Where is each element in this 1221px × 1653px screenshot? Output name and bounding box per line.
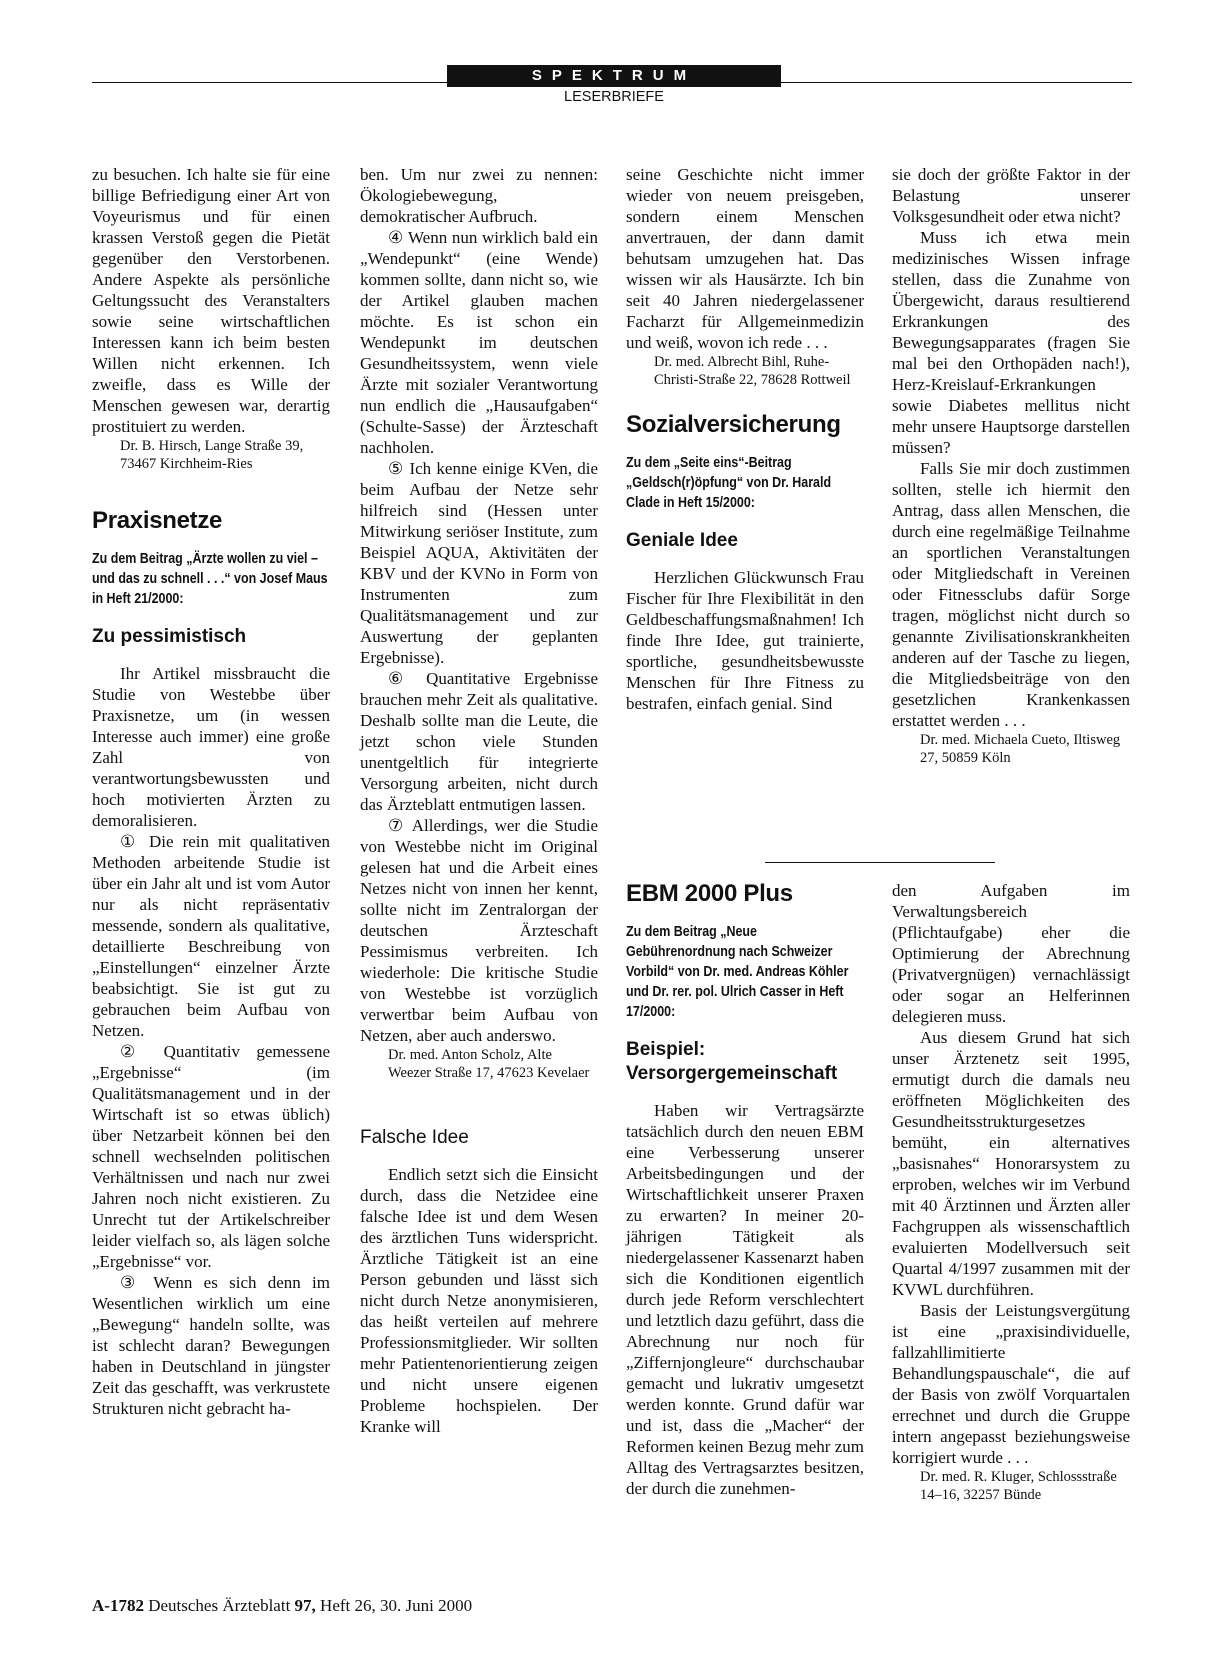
page-header <box>92 62 1132 105</box>
letter-title: Beispiel: Versorgergemeinschaft <box>626 1039 838 1084</box>
paragraph: Falls Sie mir doch zustimmen sollten, stelle ich hiermit den Antrag, dass allen Menschen, die durch eine regelmäßige Teilnahme an sportlichen Veranstaltungen oder Mitgliedschaft in Vereinen oder Fitnessclubs dafür Sorge tragen, möglichst nicht durch so genannte Zivilisationskrankheiten anderen auf der Tasche zu liegen, die Mitgliedsbeiträge von den gesetzlichen Krankenkassen erstattet werden . . . <box>892 459 1130 730</box>
paragraph: ④ Wenn nun wirklich bald ein „Wendepunkt“ (eine Wende) kommen sollte, dann nicht so, wie der Artikel glauben machen möchte. Es ist schon ein Wendepunkt im deutschen Gesundheitssystem, wenn viele Ärzte mit sozialer Verantwortung nun endlich die „Hausaufgaben“ (Schulte-Sasse) der Ärzteschaft nachholen. <box>360 228 598 457</box>
column-2 <box>360 164 598 1437</box>
section-title-ebm: EBM 2000 Plus <box>626 880 793 907</box>
paragraph: ⑤ Ich kenne einige KVen, die beim Aufbau der Netze sehr hilfreich sind (Hessen unter Mitwirkung seriöser Institute, zum Beispiel AQUA, Aktivitäten der KBV und der KVNo in Form von Instrumenten zum Qualitätsmanagement und zur Auswertung der geplanten Ergebnisse). <box>360 459 598 667</box>
letter-signature: Dr. med. Anton Scholz, Alte Weezer Straße 17, 47623 Kevelaer <box>388 1047 590 1081</box>
section-intro: Zu dem „Seite eins“-Beitrag „Geldsch(r)öpfung“ von Dr. Harald Clade in Heft 15/2000: <box>626 455 832 511</box>
letter-title: Falsche Idee <box>360 1127 469 1148</box>
section-label: SPEKTRUM <box>447 65 781 87</box>
paragraph: ben. Um nur zwei zu nennen: Ökologiebewegung, demokratischer Aufbruch. <box>360 165 598 226</box>
paragraph: zu besuchen. Ich halte sie für eine billige Befriedigung einer Art von Voyeurismus und für einen krassen Verstoß gegen die Pietät gegenüber den Verstorbenen. Andere Aspekte als persönliche Geltungssucht des Veranstalters sowie seine wirtschaftlichen Interessen kann ich beim besten Willen nicht erkennen. Ich zweifle, dass es Wille der Menschen gewesen war, derartig prostituiert zu werden. <box>92 165 330 436</box>
paragraph: ⑥ Quantitative Ergebnisse brauchen mehr Zeit als qualitative. Deshalb sollte man die Leute, die jetzt schon viele Stunden unentgeltlich für integrierte Versorgung arbeiten, nicht durch das Ärzteblatt entmutigen lassen. <box>360 669 598 814</box>
subsection-label: LESERBRIEFE <box>564 89 664 105</box>
letter-signature: Dr. med. Michaela Cueto, Iltisweg 27, 50859 Köln <box>920 732 1121 766</box>
paragraph: Herzlichen Glückwunsch Frau Fischer für Ihre Flexibilität in den Geldbeschaffungsmaßnahmen! Ich finde Ihre Idee, gut trainierte, sportliche, gesundheitsbewusste Menschen für Ihre Fitness zu bestrafen, einfach genial. Sind <box>626 568 864 713</box>
letter-signature: Dr. med. Albrecht Bihl, Ruhe-Christi-Straße 22, 78628 Rottweil <box>654 354 851 388</box>
column-4 <box>892 164 1130 771</box>
paragraph: sie doch der größte Faktor in der Belastung unserer Volksgesundheit oder etwa nicht? <box>892 165 1130 226</box>
journal-volume: 97, <box>294 1596 316 1615</box>
paragraph: seine Geschichte nicht immer wieder von neuem preisgeben, sondern einem Menschen anvertrauen, der dann damit behutsam umzugehen hat. Das wissen wir als Hausärzte. Ich bin seit 40 Jahren niedergelassener Facharzt für Allgemeinmedizin und weiß, wovon ich rede . . . <box>626 165 864 352</box>
paragraph: Basis der Leistungsvergütung ist eine „praxisindividuelle, fallzahllimitierte Behandlungspauschale“, die auf der Basis von zwölf Vorquartalen errechnet und durch die Gruppe intern angepasst beziehungsweise korrigiert wurde . . . <box>892 1301 1130 1467</box>
paragraph: Endlich setzt sich die Einsicht durch, dass die Netzidee eine falsche Idee ist und dem Wesen des ärztlichen Tuns widerspricht. Ärztliche Tätigkeit ist an eine Person gebunden und lässt sich nicht durch Netze anonymisieren, das heißt verteilen auf mehrere Professionsmitglieder. Wir sollten mehr Patientenorientierung zeigen und nicht unsere eigenen Probleme hochspielen. Der Kranke will <box>360 1165 598 1436</box>
paragraph: ② Quantitativ gemessene „Ergebnisse“ (im Qualitätsmanagement und in der Wirtschaft ist so etwas üblich) über Netzarbeit können bei den schnell wechselnden politischen Verhältnissen und nach nur zwei Jahren noch nicht existieren. Zu Unrecht tut der Artikelschreiber leider vielfach so, als lägen solche „Ergebnisse“ vor. <box>92 1042 330 1271</box>
letter-signature: Dr. med. R. Kluger, Schlossstraße 14–16, 32257 Bünde <box>920 1469 1117 1503</box>
paragraph: Muss ich etwa mein medizinisches Wissen infrage stellen, dass die Zunahme von Übergewicht, daraus resultierend Erkrankungen des Bewegungsapparates (fragen Sie mal bei den Orthopäden nach!), Herz-Kreislauf-Erkrankungen sowie Diabetes mellitus nicht mehr unsere Hauptsorge darstellen müssen? <box>892 228 1130 457</box>
paragraph: ① Die rein mit qualitativen Methoden arbeitende Studie ist über ein Jahr alt und ist vom Autor nur als nicht repräsentativ messende, sondern als qualitative, detaillierte Beschreibung von „Einstellungen“ einzelner Ärzte beabsichtigt. Sie ist gut zu gebrauchen beim Aufbau von Netzen. <box>92 832 330 1040</box>
journal-name: Deutsches Ärzteblatt <box>148 1596 291 1615</box>
page-footer <box>92 1596 472 1616</box>
letter-title: Geniale Idee <box>626 530 738 551</box>
letter-signature: Dr. B. Hirsch, Lange Straße 39, 73467 Kirchheim-Ries <box>120 438 304 472</box>
paragraph: ⑦ Allerdings, wer die Studie von Westebbe nicht im Original gelesen hat und die Arbeit eines Netzes nicht von innen her kennt, sollte nicht im Zentralorgan der deutschen Ärzteschaft Pessimismus verbreiten. Ich wiederhole: Die kritische Studie von Westebbe ist vorzüglich verwertbar beim Aufbau von Netzen, aber auch anderswo. <box>360 816 598 1045</box>
paragraph: den Aufgaben im Verwaltungsbereich (Pflichtaufgabe) eher die Optimierung der Abrechnung (Privatvergnügen) vernachlässigt oder sogar an Helferinnen delegieren muss. <box>892 881 1130 1026</box>
column-3 <box>626 164 864 714</box>
paragraph: Aus diesem Grund hat sich unser Ärztenetz seit 1995, ermutigt durch die damals neu eröffneten Möglichkeiten des Gesundheitsstrukturgesetzes bemüht, ein alternatives „basisnahes“ Honorarsystem zu erproben, welches wir im Verbund mit 40 Ärztinnen und Ärzten aller Fachgruppen als wissenschaftlich evaluierten Modellversuch seit Quartal 4/1997 zusammen mit der KVWL durchführen. <box>892 1028 1130 1299</box>
column-1 <box>92 164 330 1419</box>
paragraph: ③ Wenn es sich denn im Wesentlichen wirklich um eine „Bewegung“ handeln sollte, was ist schlecht daran? Bewegungen haben in Deutschland in jüngster Zeit das geschafft, was verkrustete Strukturen nicht gebracht ha- <box>92 1273 330 1418</box>
section-divider <box>765 862 995 863</box>
section-title-sozialversicherung: Sozialversicherung <box>626 411 841 438</box>
page-number: A-1782 <box>92 1596 144 1615</box>
journal-issue: Heft 26, 30. Juni 2000 <box>320 1596 473 1615</box>
letter-title: Zu pessimistisch <box>92 626 247 647</box>
column-4-lower <box>892 880 1130 1508</box>
section-intro: Zu dem Beitrag „Ärzte wollen zu viel – und das zu schnell . . .“ von Josef Maus in Heft 21/2000: <box>92 551 328 607</box>
column-3-lower <box>626 880 864 1499</box>
paragraph: Haben wir Vertragsärzte tatsächlich durch den neuen EBM eine Verbesserung unserer Arbeitsbedingungen und der Wirtschaftlichkeit unserer Praxen zu erwarten? In meiner 20-jährigen Tätigkeit als niedergelassener Kassenarzt haben sich die Konditionen eigentlich durch jede Reform verschlechtert und letztlich dazu geführt, dass die Abrechnung nur noch für „Ziffernjongleure“ durchschaubar gemacht und lukrativ umgesetzt werden konnte. Grund dafür war und ist, dass die „Macher“ der Reformen keinen Bezug mehr zum Alltag des Vertragsarztes besitzen, der durch die zunehmen- <box>626 1101 864 1498</box>
paragraph: Ihr Artikel missbraucht die Studie von Westebbe über Praxisnetze, um (in wessen Interesse auch immer) eine große Zahl von verantwortungsbewussten und hoch motivierten Ärzten zu demoralisieren. <box>92 664 330 830</box>
section-intro: Zu dem Beitrag „Neue Gebührenordnung nach Schweizer Vorbild“ von Dr. med. Andreas Köhler und Dr. rer. pol. Ulrich Casser in Heft 17/2000: <box>626 924 849 1020</box>
section-title-praxisnetze: Praxisnetze <box>92 507 223 534</box>
